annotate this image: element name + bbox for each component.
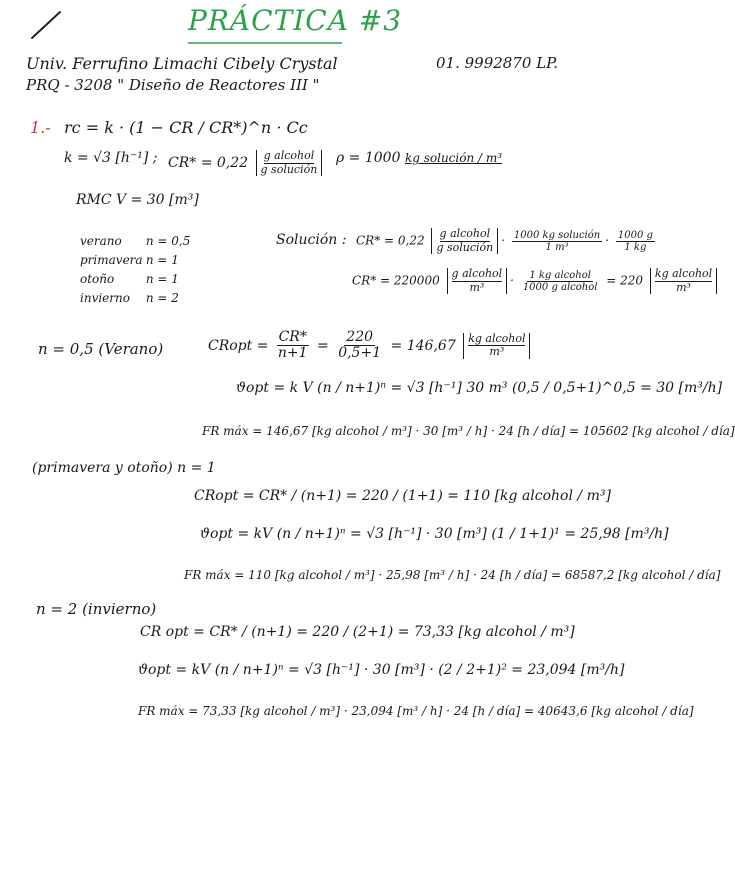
season-n: n = 2 [145, 291, 179, 305]
solution-line1-factor-grams [616, 230, 655, 253]
unit-num: kg alcohol [654, 267, 713, 280]
unit-num: kg alcohol [468, 331, 526, 345]
page-title: PRÁCTICA #3 [188, 4, 403, 37]
solution-line-1: CR* = 0,22 $\frac{\text{g alcohol}}{\text{g solución}}$ · $\frac{\text{1000 kg solución}}{\text{1 m³}}$ · $\frac{1000 g}{1 kg}$ [356, 227, 653, 254]
solution-line1-unit [431, 228, 498, 254]
c-unit [463, 333, 530, 359]
frac-den: 0,5+1 [338, 345, 382, 362]
k-definition: k = √3 [h⁻¹] ; [64, 150, 158, 166]
case-primavera-flow: ϑopt = kV (n / n+1)ⁿ = √3 [h⁻¹] · 30 [m³] (1 / 1+1)¹ = 25,98 [m³/h] [200, 526, 669, 542]
solution-line1-lhs: CR* = 0,22 [356, 233, 425, 248]
c-frac-2 [336, 330, 383, 362]
author-name: Univ. Ferrufino Limachi Cibely Crystal [26, 54, 338, 73]
case-verano-label: n = 0,5 (Verano) [38, 340, 164, 358]
unit-den: m³ [469, 280, 485, 294]
unit-num: g alcohol [451, 267, 503, 280]
season-n: n = 1 [145, 272, 179, 286]
solution-line1-factor-density [512, 230, 602, 253]
season-label: otoño [80, 272, 115, 286]
frac-num: CR* [278, 329, 307, 345]
solution-line2-result: = 220 [606, 273, 644, 288]
solution-line2-result-unit [650, 268, 717, 294]
density-value: ρ = 1000 [336, 150, 401, 166]
frac-den: 1000 g alcohol [522, 281, 598, 293]
unit-den: m³ [489, 345, 505, 359]
c-result: = 146,67 [390, 337, 456, 354]
pen-stroke-mark [28, 8, 64, 42]
solution-line-2: CR* = 220000 $\frac{\text{g alcohol}}{\text{m³}}$ · $\frac{\text{1 kg alcohol}}{\text{1000 g alcohol}}$ = 220 $\frac{\text{kg alcohol}}{\text{m³}}$ [352, 268, 720, 294]
season-n: n = 0,5 [145, 234, 191, 248]
frac-num: 1 kg alcohol [529, 269, 591, 281]
season-otono [80, 272, 179, 286]
student-id: 01. 9992870 LP. [436, 54, 558, 72]
season-verano [80, 234, 190, 248]
reactor-volume: RMC V = 30 [m³] [76, 192, 199, 208]
rate-equation: rc = k · (1 − CR / CR*)^n · Cc [64, 118, 308, 137]
cr-star-unit-num: g alcohol [263, 149, 315, 162]
solution-line2-unit [447, 268, 508, 294]
problem-number: 1.- [30, 118, 51, 137]
density-definition [336, 150, 502, 166]
cr-star-value: CR* = 0,22 [168, 155, 249, 172]
frac-den: 1 m³ [545, 241, 569, 253]
cr-star-definition [168, 150, 325, 176]
case-primavera-concentration: CRopt = CR* / (n+1) = 220 / (1+1) = 110 [kg alcohol / m³] [194, 488, 611, 504]
unit-den: g solución [436, 240, 494, 254]
frac-num: 1000 kg solución [513, 229, 601, 241]
unit-num: g alcohol [439, 227, 491, 240]
season-label: invierno [80, 291, 130, 305]
case-invierno-concentration: CR opt = CR* / (n+1) = 220 / (2+1) = 73,33 [kg alcohol / m³] [140, 624, 575, 640]
unit-den: m³ [676, 280, 691, 294]
frac-num: 220 [346, 329, 374, 345]
season-primavera [80, 253, 179, 267]
case-invierno-label: n = 2 (invierno) [36, 600, 157, 618]
case-verano-production: FR máx = 146,67 [kg alcohol / m³] · 30 [m³ / h] · 24 [h / día] = 105602 [kg alcohol / día] [202, 424, 735, 438]
density-unit: kg solución / m³ [404, 151, 503, 165]
cr-star-unit [256, 150, 323, 176]
season-label: verano [80, 234, 122, 248]
c-lhs: CRopt = [208, 337, 269, 354]
frac-num: 1000 g [617, 229, 653, 241]
case-invierno-flow: ϑopt = kV (n / n+1)ⁿ = √3 [h⁻¹] · 30 [m³] · (2 / 2+1)² = 23,094 [m³/h] [138, 662, 625, 678]
season-label: primavera [80, 253, 143, 267]
title-underline [186, 40, 346, 46]
case-primavera-label: (primavera y otoño) n = 1 [32, 460, 216, 476]
solution-line2-lhs: CR* = 220000 [352, 273, 440, 288]
season-n: n = 1 [145, 253, 179, 267]
case-verano-flow: ϑopt = k V (n / n+1)ⁿ = √3 [h⁻¹] 30 m³ (0,5 / 0,5+1)^0,5 = 30 [m³/h] [236, 380, 723, 396]
course-name: PRQ - 3208 " Diseño de Reactores III " [26, 76, 320, 94]
season-invierno [80, 291, 179, 305]
frac-den: n+1 [277, 345, 308, 362]
solution-label: Solución : [276, 232, 347, 248]
case-invierno-production: FR máx = 73,33 [kg alcohol / m³] · 23,094 [m³ / h] · 24 [h / día] = 40643,6 [kg alcohol / día] [138, 704, 694, 718]
solution-line2-factor [521, 270, 600, 293]
c-frac [276, 330, 310, 362]
case-verano-concentration [208, 330, 533, 362]
cr-star-unit-den: g solución [260, 162, 318, 176]
case-primavera-production: FR máx = 110 [kg alcohol / m³] · 25,98 [m³ / h] · 24 [h / día] = 68587,2 [kg alcohol / día] [184, 568, 721, 582]
c-eq: = [317, 337, 329, 354]
frac-den: 1 kg [624, 241, 647, 253]
